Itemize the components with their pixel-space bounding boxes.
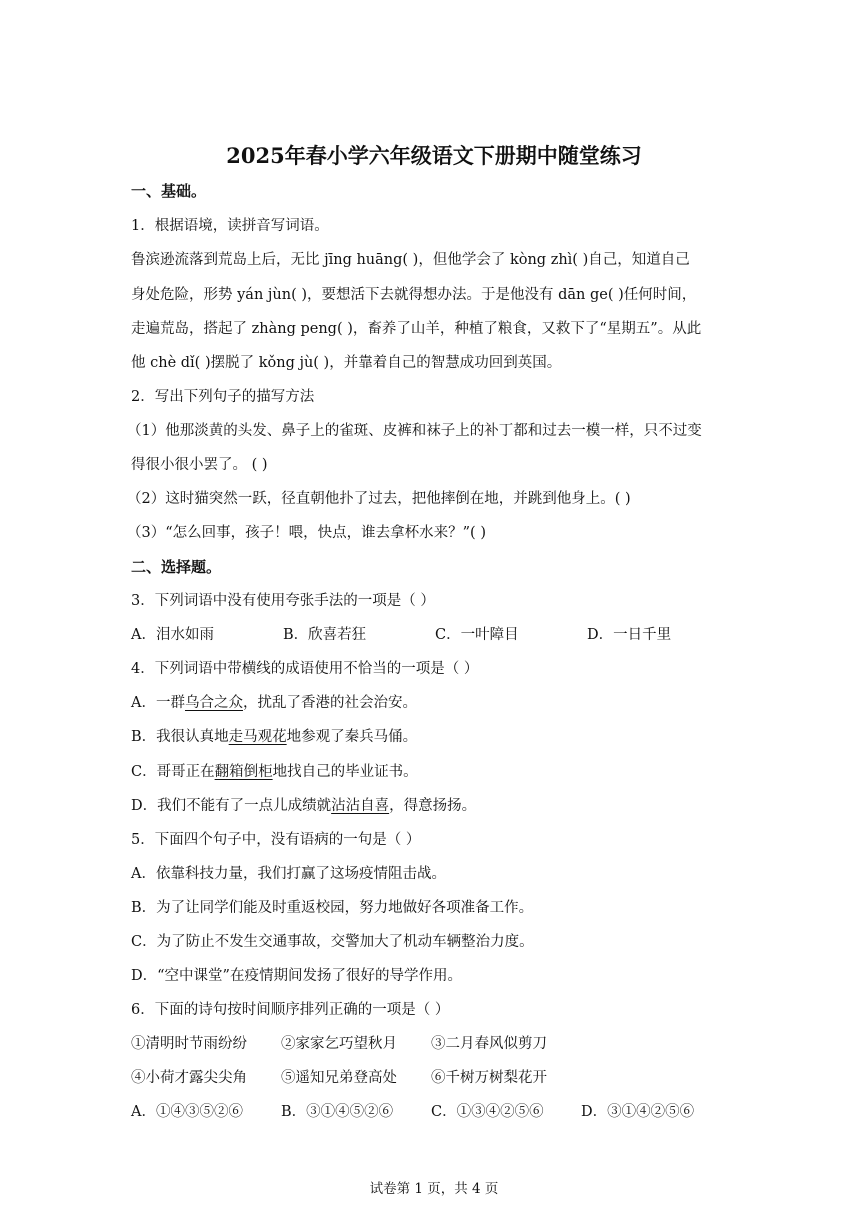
poem-line: ④小荷才露尖尖角: [131, 1070, 247, 1086]
option-text: D．我们不能有了一点儿成绩就: [131, 798, 332, 814]
poem-line: ⑤遥知兄弟登高处: [281, 1070, 397, 1086]
option-a: A．①④③⑤②⑥: [131, 1104, 243, 1120]
question-4-option-b: [131, 727, 417, 747]
option-c: C．①③④②⑤⑥: [431, 1104, 544, 1120]
question-1-stem: 1．根据语境，读拼音写词语。: [131, 218, 329, 234]
poem-line: ⑥千树万树梨花开: [431, 1070, 547, 1086]
question-1-line-1: 鲁滨逊流落到荒岛上后，无比 jīng huāng( )，但他学会了 kòng zhì( )自己，知道自己: [131, 252, 690, 268]
question-6-poems-row-1: [131, 1034, 547, 1054]
question-6-stem: 6．下面的诗句按时间顺序排列正确的一项是（ ）: [131, 1002, 450, 1018]
question-2-sentence-2: （2）这时猫突然一跃，径直朝他扑了过去，把他摔倒在地，并跳到他身上。( ): [127, 491, 631, 507]
question-4-stem: 4．下列词语中带横线的成语使用不恰当的一项是（ ）: [131, 661, 479, 677]
poem-line: ①清明时节雨纷纷: [131, 1036, 247, 1052]
option-text: B．我很认真地: [131, 729, 229, 745]
question-5-option-b: B．为了让同学们能及时重返校园，努力地做好各项准备工作。: [131, 900, 534, 916]
question-4-option-c: [131, 762, 418, 782]
option-d: D．一日千里: [587, 627, 672, 643]
underlined-idiom: 翻箱倒柜: [214, 764, 273, 780]
question-3-stem: 3．下列词语中没有使用夸张手法的一项是（ ）: [131, 593, 435, 609]
page-title: 2025年春小学六年级语文下册期中随堂练习: [226, 143, 642, 168]
question-2-stem: 2．写出下列句子的描写方法: [131, 389, 315, 405]
section-heading-basics: 一、基础。: [131, 182, 207, 200]
option-c: C．一叶障目: [435, 627, 519, 643]
question-1-line-2: 身处危险，形势 yán jùn( )，要想活下去就得想办法。于是他没有 dān ge( )任何时间，: [131, 287, 697, 303]
option-text: C．哥哥正在: [131, 764, 215, 780]
question-6-options: [131, 1102, 694, 1122]
question-3-options: [131, 625, 671, 645]
underlined-idiom: 走马观花: [228, 729, 287, 745]
question-1-line-4: 他 chè dǐ( )摆脱了 kǒng jù( )，并靠着自己的智慧成功回到英国。: [131, 355, 562, 371]
option-text: 地找自己的毕业证书。: [272, 764, 418, 780]
underlined-idiom: 沾沾自喜: [331, 798, 390, 814]
question-4-option-d: [131, 796, 476, 816]
option-a: A．泪水如雨: [131, 627, 214, 643]
poem-line: ②家家乞巧望秋月: [281, 1036, 397, 1052]
question-1-line-3: 走遍荒岛，搭起了 zhàng peng( )，畜养了山羊，种植了粮食，又救下了“星期五”。从此: [131, 321, 702, 337]
question-5-option-c: C．为了防止不发生交通事故，交警加大了机动车辆整治力度。: [131, 934, 534, 950]
question-4-option-a: [131, 693, 417, 713]
option-b: B．③①④⑤②⑥: [281, 1104, 394, 1120]
question-2-sentence-1a: （1）他那淡黄的头发、鼻子上的雀斑、皮裤和袜子上的补丁都和过去一模一样，只不过变: [127, 423, 702, 439]
option-text: ，扰乱了香港的社会治安。: [242, 695, 417, 711]
question-5-option-a: A．依靠科技力量，我们打赢了这场疫情阻击战。: [131, 866, 446, 882]
option-text: ，得意扬扬。: [389, 798, 477, 814]
option-text: A．一群: [131, 695, 185, 711]
page-footer: 试卷第 1 页，共 4 页: [369, 1181, 499, 1197]
question-2-sentence-3: （3）“怎么回事，孩子！喂，快点，谁去拿杯水来？”( ): [127, 525, 486, 541]
option-d: D．③①④②⑤⑥: [581, 1104, 695, 1120]
option-b: B．欣喜若狂: [283, 627, 367, 643]
poem-line: ③二月春风似剪刀: [431, 1036, 547, 1052]
option-text: 地参观了秦兵马俑。: [286, 729, 418, 745]
question-6-poems-row-2: [131, 1068, 547, 1088]
underlined-idiom: 乌合之众: [184, 695, 243, 711]
question-5-stem: 5．下面四个句子中，没有语病的一句是（ ）: [131, 832, 421, 848]
section-heading-choice: 二、选择题。: [131, 558, 222, 576]
question-5-option-d: D．“空中课堂”在疫情期间发扬了很好的导学作用。: [131, 968, 462, 984]
question-2-sentence-1b: 得很小很小罢了。 ( ): [131, 457, 268, 473]
